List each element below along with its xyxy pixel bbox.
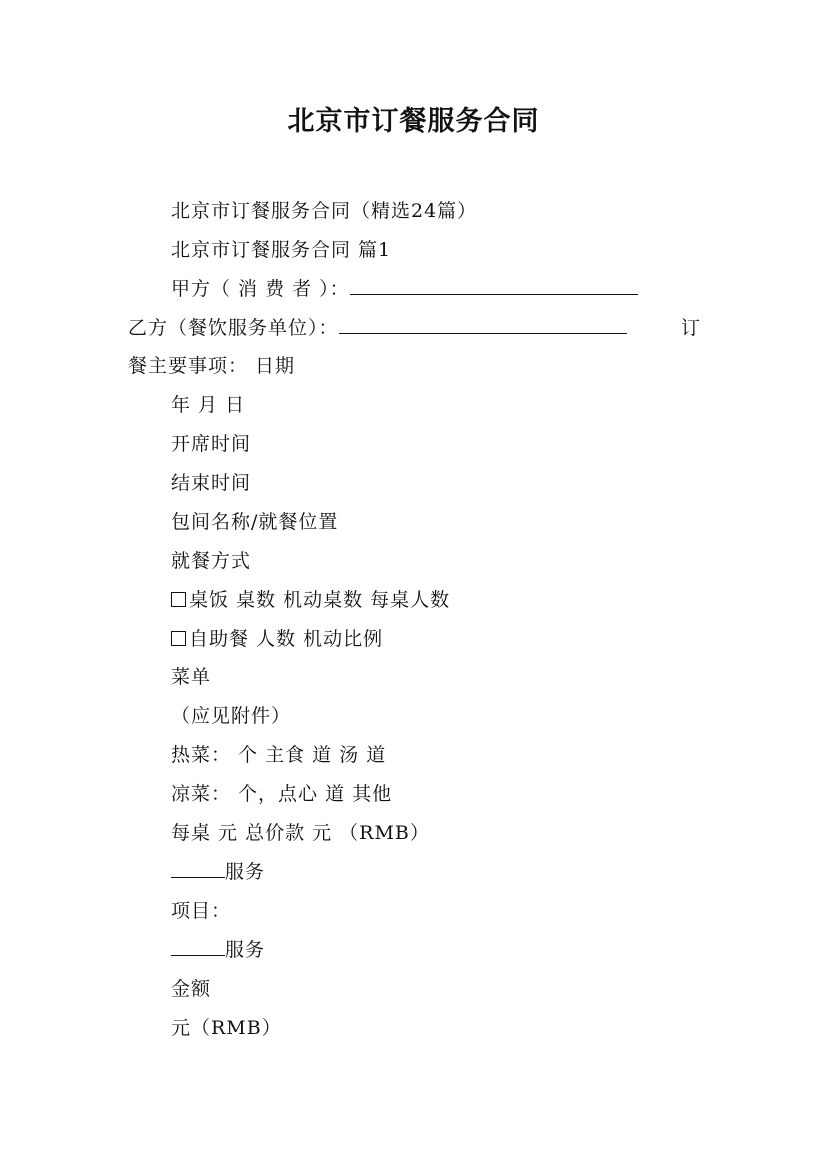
document-subtitle: 北京市订餐服务合同（精选24篇） bbox=[171, 200, 478, 222]
service-blank-1 bbox=[171, 859, 225, 878]
party-a-line bbox=[171, 276, 638, 302]
service-line-2 bbox=[171, 937, 265, 963]
party-a-label: 甲方（ 消 费 者 ）： bbox=[171, 278, 350, 300]
currency-line: 元（RMB） bbox=[171, 1017, 282, 1039]
party-b-label: 乙方（餐饮服务单位）： bbox=[128, 317, 339, 339]
price-line: 每桌 元 总价款 元 （RMB） bbox=[171, 822, 430, 844]
hot-dishes-line: 热菜： 个 主食 道 汤 道 bbox=[171, 744, 387, 766]
order-items-heading: 餐主要事项： 日期 bbox=[128, 355, 296, 377]
party-b-line bbox=[128, 315, 627, 341]
checkbox-icon[interactable] bbox=[171, 631, 186, 646]
room-line: 包间名称/就餐位置 bbox=[171, 511, 339, 533]
section-heading: 北京市订餐服务合同 篇1 bbox=[171, 239, 392, 261]
start-time-line: 开席时间 bbox=[171, 433, 252, 455]
service-label-2: 服务 bbox=[225, 939, 266, 961]
service-label-1: 服务 bbox=[225, 861, 266, 883]
date-line: 年 月 日 bbox=[171, 394, 246, 416]
attachment-note: （应见附件） bbox=[171, 705, 292, 727]
option-table-line bbox=[171, 587, 450, 613]
option-table-label: 桌饭 桌数 机动桌数 每桌人数 bbox=[189, 589, 451, 611]
checkbox-icon[interactable] bbox=[171, 592, 186, 607]
option-buffet-line bbox=[171, 626, 383, 652]
party-a-blank bbox=[350, 276, 638, 295]
items-line: 项目： bbox=[171, 900, 232, 922]
party-b-blank bbox=[339, 315, 627, 334]
amount-line: 金额 bbox=[171, 978, 212, 1000]
end-time-line: 结束时间 bbox=[171, 472, 252, 494]
service-line-1 bbox=[171, 859, 265, 885]
service-blank-2 bbox=[171, 937, 225, 956]
cold-dishes-line: 凉菜： 个，点心 道 其他 bbox=[171, 783, 393, 805]
dining-mode-line: 就餐方式 bbox=[171, 550, 252, 572]
page-title: 北京市订餐服务合同 bbox=[287, 106, 540, 137]
option-buffet-label: 自助餐 人数 机动比例 bbox=[189, 628, 384, 650]
order-tail-text: 订 bbox=[681, 317, 702, 339]
menu-line: 菜单 bbox=[171, 666, 212, 688]
